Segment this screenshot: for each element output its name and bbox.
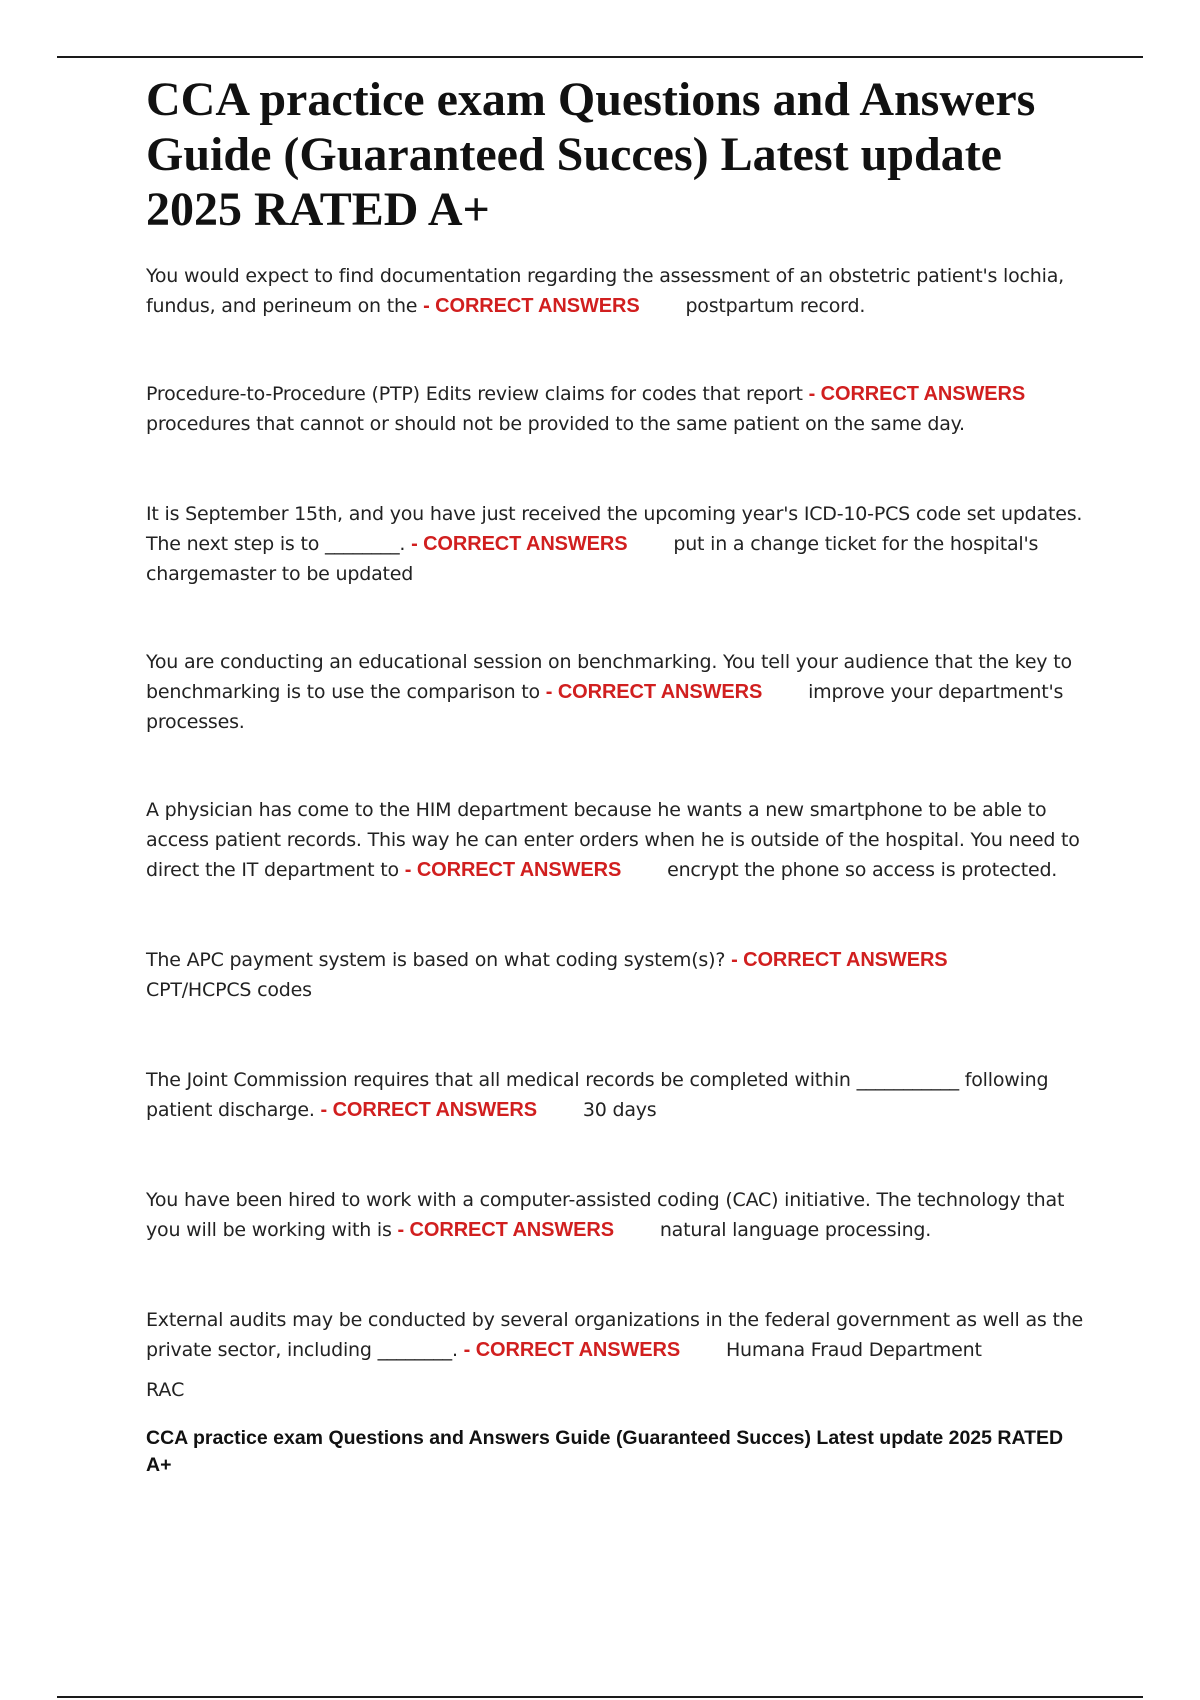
correct-answers-marker: - CORRECT ANSWERS bbox=[411, 533, 628, 555]
document-title: CCA practice exam Questions and Answers Guide (Guaranteed Succes) Latest update 2025 RATED A+ bbox=[146, 73, 1036, 236]
answer-text: Humana Fraud Department bbox=[725, 1339, 982, 1361]
answer-text: postpartum record. bbox=[685, 295, 866, 317]
qa-item-1 bbox=[146, 261, 1092, 321]
correct-answers-marker: - CORRECT ANSWERS bbox=[731, 949, 948, 971]
answer-text: procedures that cannot or should not be provided to the same patient on the same day. bbox=[146, 413, 965, 435]
answer-text: CPT/HCPCS codes bbox=[146, 979, 312, 1001]
correct-answers-marker: - CORRECT ANSWERS bbox=[397, 1219, 614, 1241]
question-text: You are conducting an educational session on benchmarking. You tell your audience that the key to benchmarking is to use the comparison to bbox=[146, 651, 1072, 703]
question-text: Procedure-to-Procedure (PTP) Edits review claims for codes that report bbox=[146, 383, 803, 405]
question-text: You would expect to find documentation regarding the assessment of an obstetric patient's lochia, fundus, and perineum on the bbox=[146, 265, 1065, 317]
question-text: A physician has come to the HIM department because he wants a new smartphone to be able to access patient records. This way he can enter orders when he is outside of the hospital. You need to direct the IT department to bbox=[146, 799, 1080, 881]
bottom-divider bbox=[57, 1696, 1143, 1698]
document-page bbox=[146, 72, 1092, 1479]
additional-answer: RAC bbox=[146, 1379, 185, 1401]
correct-answers-marker: - CORRECT ANSWERS bbox=[545, 681, 763, 703]
qa-item-8 bbox=[146, 1185, 1092, 1245]
answer-text: put in a change ticket for the hospital's chargemaster to be updated bbox=[146, 533, 1039, 585]
qa-item-5 bbox=[146, 795, 1092, 885]
correct-answers-marker: - CORRECT ANSWERS bbox=[320, 1099, 537, 1121]
answer-text: natural language processing. bbox=[659, 1219, 932, 1241]
qa-item-3 bbox=[146, 499, 1092, 589]
qa-item-6 bbox=[146, 945, 1092, 1005]
correct-answers-marker: - CORRECT ANSWERS bbox=[404, 859, 622, 881]
qa-item-4 bbox=[146, 647, 1092, 737]
top-divider bbox=[57, 56, 1143, 58]
footer-title: CCA practice exam Questions and Answers Guide (Guaranteed Succes) Latest update 2025 RATED A+ bbox=[146, 1427, 1064, 1476]
question-text: External audits may be conducted by several organizations in the federal government as well as the private sector, including ________. bbox=[146, 1309, 1084, 1361]
correct-answers-marker: - CORRECT ANSWERS bbox=[423, 295, 640, 317]
answer-text: encrypt the phone so access is protected. bbox=[667, 859, 1058, 881]
correct-answers-marker: - CORRECT ANSWERS bbox=[808, 383, 1026, 405]
question-text: You have been hired to work with a computer-assisted coding (CAC) initiative. The technology that you will be working with is bbox=[146, 1189, 1065, 1241]
question-text: The Joint Commission requires that all medical records be completed within ___________ following patient discharge. bbox=[146, 1069, 1049, 1121]
answer-text: 30 days bbox=[582, 1099, 657, 1121]
question-text: It is September 15th, and you have just received the upcoming year's ICD-10-PCS code set updates. The next step is to ________. bbox=[146, 503, 1083, 555]
answer-text: improve your department's processes. bbox=[146, 681, 1064, 733]
correct-answers-marker: - CORRECT ANSWERS bbox=[463, 1339, 681, 1361]
qa-item-7 bbox=[146, 1065, 1092, 1125]
qa-item-9 bbox=[146, 1305, 1092, 1365]
question-text: The APC payment system is based on what coding system(s)? bbox=[146, 949, 726, 971]
qa-item-2 bbox=[146, 379, 1092, 439]
